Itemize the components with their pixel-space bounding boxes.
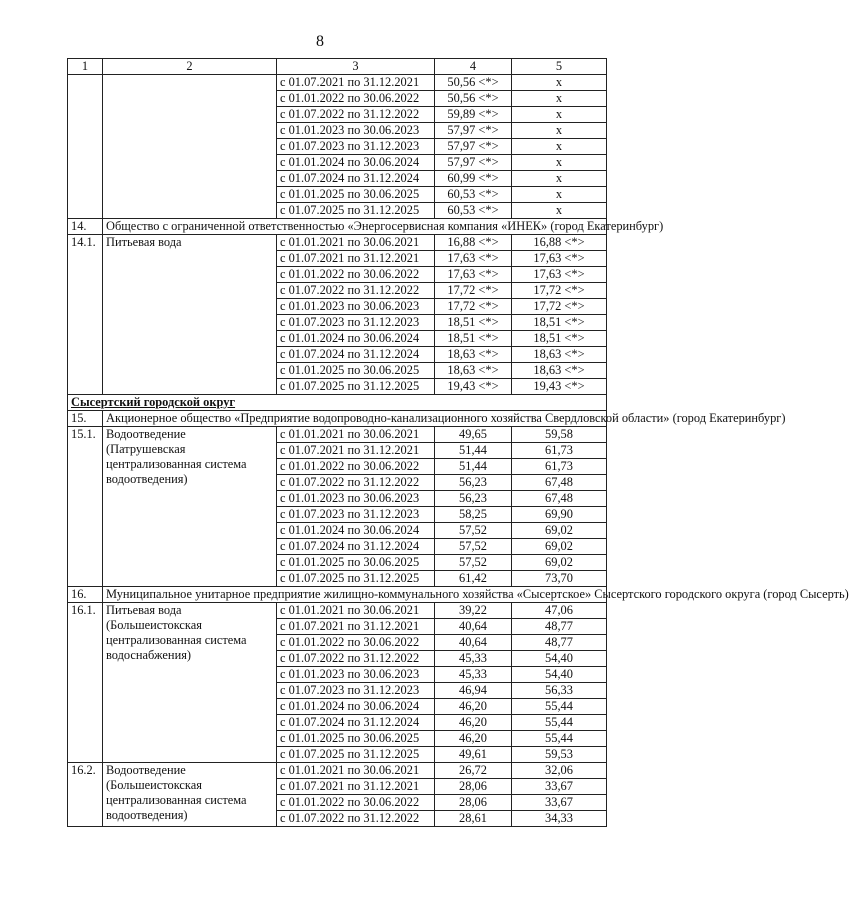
- tariff-value-4: 46,20: [435, 699, 512, 715]
- tariff-value-5: 69,02: [512, 555, 607, 571]
- item-number: 14.1.: [68, 235, 103, 395]
- tariff-value-5: 18,51 <*>: [512, 331, 607, 347]
- period-cell: с 01.07.2022 по 31.12.2022: [277, 283, 435, 299]
- org-name: Общество с ограниченной ответственностью «Энергосервисная компания «ИНЕК» (город Екатеринбург): [103, 219, 607, 235]
- period-cell: с 01.07.2022 по 31.12.2022: [277, 107, 435, 123]
- tariff-value-5: 56,33: [512, 683, 607, 699]
- tariff-value-4: 46,20: [435, 715, 512, 731]
- tariff-value-4: 59,89 <*>: [435, 107, 512, 123]
- period-cell: с 01.01.2025 по 30.06.2025: [277, 363, 435, 379]
- tariff-value-4: 40,64: [435, 619, 512, 635]
- page-number: 8: [316, 33, 324, 50]
- tariff-value-4: 28,06: [435, 779, 512, 795]
- service-name-line: Водоотведение: [106, 763, 186, 777]
- period-cell: с 01.01.2022 по 30.06.2022: [277, 459, 435, 475]
- period-cell: с 01.07.2022 по 31.12.2022: [277, 651, 435, 667]
- tariff-value-5: 48,77: [512, 619, 607, 635]
- organization-row: [68, 219, 607, 235]
- tariff-value-4: 57,52: [435, 555, 512, 571]
- service-name-line: водоотведения): [106, 472, 188, 486]
- tariff-table: [67, 58, 849, 827]
- tariff-value-4: 16,88 <*>: [435, 235, 512, 251]
- period-cell: с 01.01.2024 по 30.06.2024: [277, 699, 435, 715]
- header-cell: 4: [435, 59, 512, 75]
- tariff-value-4: 18,51 <*>: [435, 315, 512, 331]
- organization-row: [68, 587, 607, 603]
- tariff-value-4: 17,63 <*>: [435, 251, 512, 267]
- tariff-value-4: 17,72 <*>: [435, 299, 512, 315]
- tariff-value-5: х: [512, 75, 607, 91]
- tariff-value-5: 17,63 <*>: [512, 267, 607, 283]
- tariff-value-4: 57,52: [435, 539, 512, 555]
- tariff-value-5: 47,06: [512, 603, 607, 619]
- tariff-row: [68, 763, 607, 779]
- period-cell: с 01.07.2021 по 31.12.2021: [277, 619, 435, 635]
- period-cell: с 01.01.2023 по 30.06.2023: [277, 123, 435, 139]
- tariff-value-5: 33,67: [512, 795, 607, 811]
- tariff-value-5: х: [512, 107, 607, 123]
- tariff-value-4: 60,53 <*>: [435, 187, 512, 203]
- tariff-value-4: 17,63 <*>: [435, 267, 512, 283]
- tariff-row: [68, 427, 607, 443]
- tariff-value-5: 34,33: [512, 811, 607, 827]
- tariff-value-4: 49,65: [435, 427, 512, 443]
- tariff-value-5: х: [512, 91, 607, 107]
- tariff-value-5: 54,40: [512, 651, 607, 667]
- period-cell: с 01.01.2021 по 30.06.2021: [277, 603, 435, 619]
- period-cell: с 01.07.2023 по 31.12.2023: [277, 315, 435, 331]
- tariff-value-5: 17,72 <*>: [512, 299, 607, 315]
- district-name: Сысертский городской округ: [68, 395, 607, 411]
- service-name-line: (Большеистокская: [106, 778, 202, 792]
- tariff-value-5: 16,88 <*>: [512, 235, 607, 251]
- header-cell: 1: [68, 59, 103, 75]
- tariff-value-5: 67,48: [512, 491, 607, 507]
- header-cell: 5: [512, 59, 607, 75]
- tariff-value-4: 57,97 <*>: [435, 155, 512, 171]
- service-name-line: Питьевая вода: [106, 603, 182, 617]
- period-cell: с 01.01.2024 по 30.06.2024: [277, 331, 435, 347]
- tariff-value-4: 58,25: [435, 507, 512, 523]
- tariff-value-5: 17,63 <*>: [512, 251, 607, 267]
- period-cell: с 01.01.2023 по 30.06.2023: [277, 299, 435, 315]
- tariff-value-5: 18,51 <*>: [512, 315, 607, 331]
- period-cell: с 01.01.2023 по 30.06.2023: [277, 491, 435, 507]
- org-number: 16.: [68, 587, 103, 603]
- tariff-value-4: 39,22: [435, 603, 512, 619]
- service-name-line: водоотведения): [106, 808, 188, 822]
- period-cell: с 01.07.2024 по 31.12.2024: [277, 347, 435, 363]
- header-row: [68, 59, 607, 75]
- tariff-value-4: 17,72 <*>: [435, 283, 512, 299]
- period-cell: с 01.01.2021 по 30.06.2021: [277, 427, 435, 443]
- period-cell: с 01.01.2024 по 30.06.2024: [277, 523, 435, 539]
- tariff-value-4: 18,63 <*>: [435, 347, 512, 363]
- tariff-value-5: х: [512, 171, 607, 187]
- period-cell: с 01.01.2021 по 30.06.2021: [277, 763, 435, 779]
- tariff-value-4: 51,44: [435, 459, 512, 475]
- tariff-row: [68, 235, 607, 251]
- org-name: Муниципальное унитарное предприятие жилищно-коммунального хозяйства «Сысертское» Сысертского городского округа (город Сысерть): [103, 587, 607, 603]
- tariff-value-4: 45,33: [435, 651, 512, 667]
- service-name: [103, 427, 277, 587]
- tariff-value-4: 28,61: [435, 811, 512, 827]
- tariff-value-4: 26,72: [435, 763, 512, 779]
- service-name: [103, 603, 277, 763]
- tariff-value-4: 56,23: [435, 491, 512, 507]
- period-cell: с 01.07.2025 по 31.12.2025: [277, 379, 435, 395]
- period-cell: с 01.07.2023 по 31.12.2023: [277, 139, 435, 155]
- tariff-value-5: 69,02: [512, 539, 607, 555]
- tariff-value-5: 18,63 <*>: [512, 347, 607, 363]
- service-name-line: водоснабжения): [106, 648, 192, 662]
- period-cell: с 01.07.2023 по 31.12.2023: [277, 507, 435, 523]
- period-cell: с 01.01.2022 по 30.06.2022: [277, 267, 435, 283]
- organization-row: [68, 411, 607, 427]
- header-cell: 2: [103, 59, 277, 75]
- service-name: [103, 75, 277, 219]
- tariff-value-4: 57,97 <*>: [435, 139, 512, 155]
- period-cell: с 01.07.2022 по 31.12.2022: [277, 811, 435, 827]
- service-name-line: централизованная система: [106, 793, 247, 807]
- period-cell: с 01.07.2021 по 31.12.2021: [277, 75, 435, 91]
- period-cell: с 01.07.2025 по 31.12.2025: [277, 571, 435, 587]
- tariff-value-5: 69,02: [512, 523, 607, 539]
- period-cell: с 01.07.2022 по 31.12.2022: [277, 475, 435, 491]
- tariff-value-4: 49,61: [435, 747, 512, 763]
- tariff-value-4: 46,20: [435, 731, 512, 747]
- tariff-value-5: 33,67: [512, 779, 607, 795]
- period-cell: с 01.01.2025 по 30.06.2025: [277, 731, 435, 747]
- service-name-line: (Большеистокская: [106, 618, 202, 632]
- service-name-line: централизованная система: [106, 457, 247, 471]
- district-row: [68, 395, 607, 411]
- tariff-value-4: 46,94: [435, 683, 512, 699]
- service-name: [103, 763, 277, 827]
- org-name: Акционерное общество «Предприятие водопроводно-канализационного хозяйства Свердловской области» (город Екатеринбург): [103, 411, 607, 427]
- period-cell: с 01.07.2024 по 31.12.2024: [277, 171, 435, 187]
- tariff-value-5: 55,44: [512, 715, 607, 731]
- tariff-value-4: 50,56 <*>: [435, 91, 512, 107]
- tariff-value-4: 19,43 <*>: [435, 379, 512, 395]
- item-number: 16.2.: [68, 763, 103, 827]
- period-cell: с 01.01.2024 по 30.06.2024: [277, 155, 435, 171]
- tariff-value-4: 40,64: [435, 635, 512, 651]
- service-name-line: Водоотведение: [106, 427, 186, 441]
- tariff-value-4: 57,52: [435, 523, 512, 539]
- item-number: [68, 75, 103, 219]
- tariff-value-5: х: [512, 123, 607, 139]
- tariff-value-5: 73,70: [512, 571, 607, 587]
- period-cell: с 01.01.2023 по 30.06.2023: [277, 667, 435, 683]
- tariff-value-4: 28,06: [435, 795, 512, 811]
- service-name-line: централизованная система: [106, 633, 247, 647]
- period-cell: с 01.07.2024 по 31.12.2024: [277, 715, 435, 731]
- period-cell: с 01.07.2025 по 31.12.2025: [277, 747, 435, 763]
- period-cell: с 01.07.2025 по 31.12.2025: [277, 203, 435, 219]
- tariff-value-5: х: [512, 187, 607, 203]
- tariff-value-5: 61,73: [512, 443, 607, 459]
- tariff-value-4: 60,99 <*>: [435, 171, 512, 187]
- period-cell: с 01.07.2021 по 31.12.2021: [277, 443, 435, 459]
- tariff-value-5: 69,90: [512, 507, 607, 523]
- tariff-value-4: 61,42: [435, 571, 512, 587]
- period-cell: с 01.07.2024 по 31.12.2024: [277, 539, 435, 555]
- org-number: 14.: [68, 219, 103, 235]
- tariff-value-5: х: [512, 203, 607, 219]
- tariff-value-4: 60,53 <*>: [435, 203, 512, 219]
- tariff-value-5: 18,63 <*>: [512, 363, 607, 379]
- tariff-value-5: 61,73: [512, 459, 607, 475]
- tariff-value-5: 54,40: [512, 667, 607, 683]
- org-number: 15.: [68, 411, 103, 427]
- tariff-value-5: 59,53: [512, 747, 607, 763]
- tariff-value-4: 51,44: [435, 443, 512, 459]
- tariff-row: [68, 603, 607, 619]
- service-name: [103, 235, 277, 395]
- tariff-value-5: х: [512, 155, 607, 171]
- period-cell: с 01.01.2022 по 30.06.2022: [277, 795, 435, 811]
- period-cell: с 01.01.2022 по 30.06.2022: [277, 635, 435, 651]
- tariff-value-4: 57,97 <*>: [435, 123, 512, 139]
- tariff-value-4: 45,33: [435, 667, 512, 683]
- tariff-value-4: 18,63 <*>: [435, 363, 512, 379]
- tariff-value-5: х: [512, 139, 607, 155]
- period-cell: с 01.07.2023 по 31.12.2023: [277, 683, 435, 699]
- tariff-value-5: 32,06: [512, 763, 607, 779]
- tariff-value-4: 50,56 <*>: [435, 75, 512, 91]
- period-cell: с 01.01.2021 по 30.06.2021: [277, 235, 435, 251]
- header-cell: 3: [277, 59, 435, 75]
- period-cell: с 01.07.2021 по 31.12.2021: [277, 251, 435, 267]
- service-name-line: Питьевая вода: [106, 235, 182, 249]
- tariff-value-5: 48,77: [512, 635, 607, 651]
- item-number: 15.1.: [68, 427, 103, 587]
- period-cell: с 01.01.2022 по 30.06.2022: [277, 91, 435, 107]
- period-cell: с 01.07.2021 по 31.12.2021: [277, 779, 435, 795]
- tariff-value-4: 18,51 <*>: [435, 331, 512, 347]
- tariff-value-5: 19,43 <*>: [512, 379, 607, 395]
- period-cell: с 01.01.2025 по 30.06.2025: [277, 187, 435, 203]
- tariff-value-5: 17,72 <*>: [512, 283, 607, 299]
- tariff-value-4: 56,23: [435, 475, 512, 491]
- service-name-line: (Патрушевская: [106, 442, 186, 456]
- tariff-value-5: 55,44: [512, 731, 607, 747]
- period-cell: с 01.01.2025 по 30.06.2025: [277, 555, 435, 571]
- tariff-value-5: 55,44: [512, 699, 607, 715]
- tariff-value-5: 67,48: [512, 475, 607, 491]
- item-number: 16.1.: [68, 603, 103, 763]
- tariff-value-5: 59,58: [512, 427, 607, 443]
- tariff-row: [68, 75, 607, 91]
